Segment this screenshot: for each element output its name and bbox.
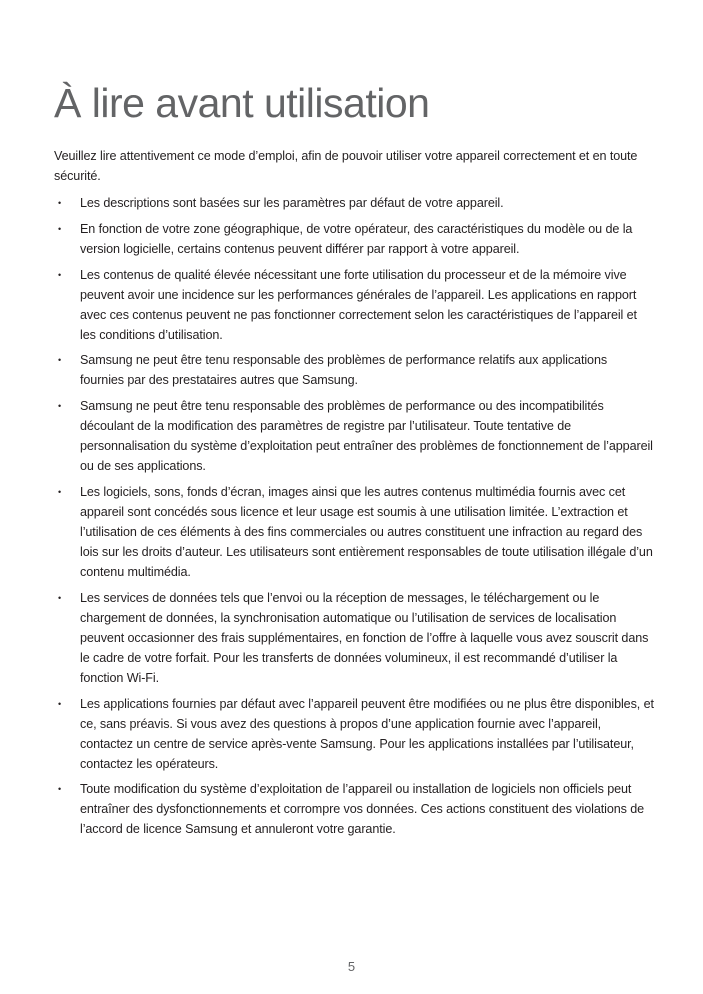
- list-item: [54, 219, 654, 259]
- list-item-text: Les applications fournies par défaut avec l’appareil peuvent être modifiées ou ne plus être disponibles, et ce, sans préavis. Si vous avez des questions à propos d’une application fournie avec l’appareil, contactez un centre de service après-vente Samsung. Pour les applications installées par l’utilisateur, contactez les opérateurs.: [80, 696, 654, 771]
- list-item-text: Samsung ne peut être tenu responsable des problèmes de performance relatifs aux applications fournies par des prestataires autres que Samsung.: [80, 353, 608, 388]
- list-item-text: Toute modification du système d’exploitation de l’appareil ou installation de logiciels non officiels peut entraîner des dysfonctionnements et corrompre vos données. Ces actions constituent des violations de l’accord de licence Samsung et annuleront votre garantie.: [80, 782, 645, 837]
- list-item-text: Les services de données tels que l’envoi ou la réception de messages, le téléchargement ou le chargement de données, la synchronisation automatique ou l’utilisation de services de localisation peuvent occasionner des frais supplémentaires, en fonction de l’offre à laquelle vous avez souscrit dans le cadre de votre forfait. Pour les transferts de données volumineux, il est recommandé d’utiliser la fonction Wi-Fi.: [80, 590, 649, 685]
- list-item: [54, 350, 654, 390]
- bullet-list: [54, 193, 654, 845]
- list-item: [54, 588, 654, 688]
- intro-paragraph: Veuillez lire attentivement ce mode d’emploi, afin de pouvoir utiliser votre appareil correctement et en toute sécurité.: [54, 149, 638, 183]
- list-item-text: Les contenus de qualité élevée nécessitant une forte utilisation du processeur et de la mémoire vive peuvent avoir une incidence sur les performances générales de l’appareil. Les applications en rapport avec ces contenus peuvent ne pas fonctionner correctement selon les caractéristiques de l’appareil et les conditions d’utilisation.: [80, 267, 637, 342]
- list-item: [54, 779, 654, 839]
- bullet-icon: •: [58, 198, 62, 208]
- list-item-text: En fonction de votre zone géographique, de votre opérateur, des caractéristiques du modèle ou de la version logicielle, certains contenus peuvent différer par rapport à votre appareil.: [80, 221, 633, 256]
- bullet-icon: •: [58, 401, 62, 412]
- list-item-text: Samsung ne peut être tenu responsable des problèmes de performance ou des incompatibilités découlant de la modification des paramètres de registre par l’utilisateur. Toute tentative de personnalisation du système d’exploitation peut entraîner des problèmes de fonctionnement de l’appareil ou de ses applications.: [80, 399, 653, 474]
- list-item: [54, 482, 654, 582]
- list-item-text: Les descriptions sont basées sur les paramètres par défaut de votre appareil.: [80, 196, 504, 210]
- bullet-icon: •: [58, 486, 62, 497]
- list-item-text: Les logiciels, sons, fonds d’écran, images ainsi que les autres contenus multimédia fournis avec cet appareil sont concédés sous licence et leur usage est soumis à une utilisation limitée. L’extraction et l’utilisation de ces éléments à des fins commerciales ou autres constituent une infraction au regard des lois sur les droits d’auteur. Les utilisateurs sont entièrement responsables de toute utilisation illégale d’un contenu multimédia.: [80, 484, 653, 579]
- bullet-icon: •: [58, 698, 62, 709]
- list-item: [54, 265, 654, 345]
- bullet-icon: •: [58, 355, 62, 366]
- list-item: [54, 694, 654, 774]
- bullet-icon: •: [58, 592, 62, 603]
- list-item: [54, 193, 654, 213]
- list-item: [54, 396, 654, 476]
- page-number: 5: [347, 959, 356, 974]
- bullet-icon: •: [58, 223, 62, 234]
- bullet-icon: •: [58, 784, 62, 795]
- page-title: À lire avant utilisation: [54, 80, 430, 126]
- bullet-icon: •: [58, 269, 62, 280]
